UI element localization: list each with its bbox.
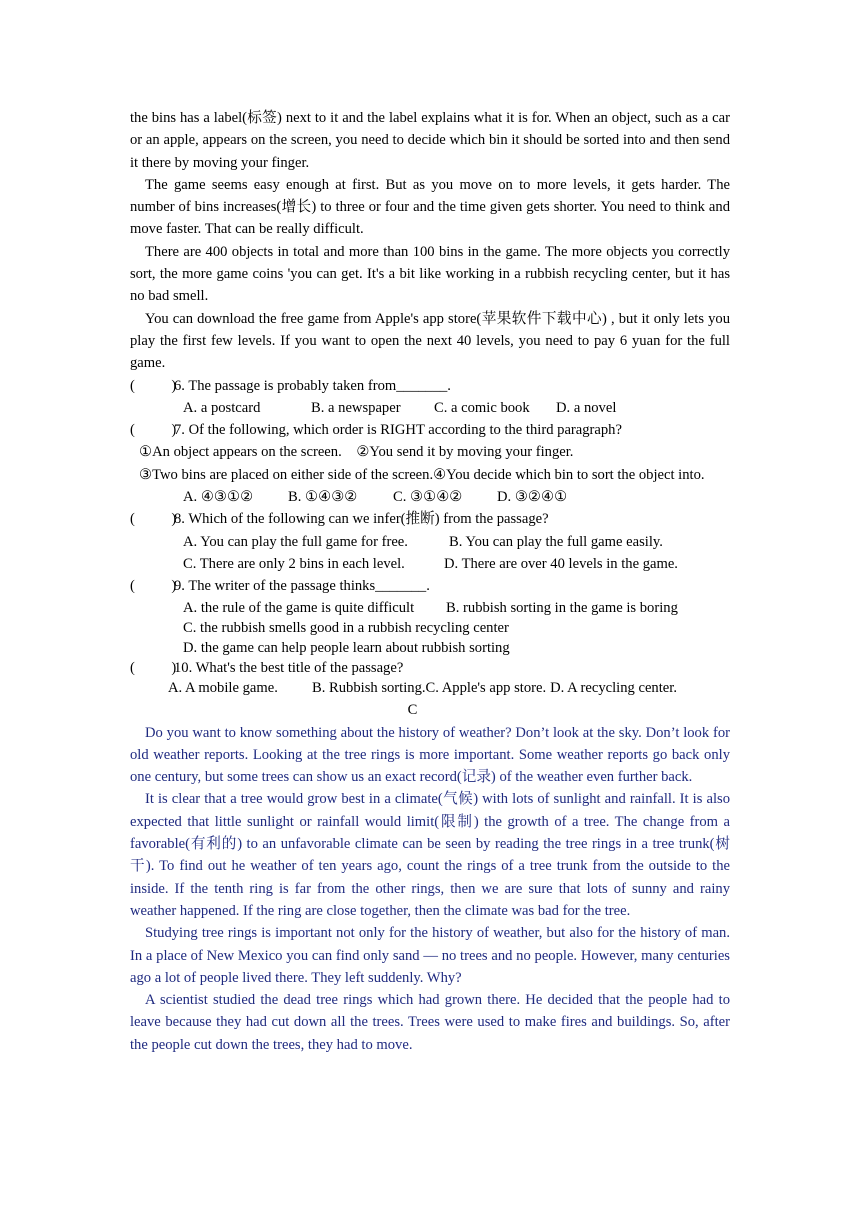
options-8 (130, 553, 730, 575)
option: B. a newspaper (311, 399, 401, 416)
option: B. Rubbish sorting. (312, 679, 426, 696)
option: A. a postcard (183, 399, 261, 416)
option: C. ③①④② (393, 489, 463, 506)
answer-blank[interactable]: ( ) (130, 511, 177, 528)
option: C. a comic book (434, 399, 530, 416)
question-stem: 9. The writer of the passage thinks_______. (174, 578, 430, 595)
option: B. rubbish sorting in the game is boring (446, 599, 678, 616)
question-10 (130, 658, 730, 678)
option: A. ④③①② (183, 489, 254, 506)
question-9 (130, 575, 730, 597)
section-heading: C (407, 701, 418, 718)
option: A. the rule of the game is quite difficult (183, 599, 415, 616)
options-9 (130, 638, 730, 658)
question-stem: 10. What's the best title of the passage? (174, 659, 404, 676)
answer-blank[interactable]: ( ) (130, 578, 177, 595)
passage-paragraph: There are 400 objects in total and more than 100 bins in the game. The more objects you correctly sort, the more game coins 'you can get. It's a bit like working in a rubbish recycling center, but it has no bad smell. (130, 243, 730, 305)
option: D. a novel (556, 399, 617, 416)
order-items: ①An object appears on the screen. ②You send it by moving your finger. (139, 444, 574, 461)
options-9 (130, 618, 730, 638)
question-stem: 7. Of the following, which order is RIGHT according to the third paragraph? (174, 422, 622, 439)
options-7 (130, 486, 730, 508)
passage-paragraph: The game seems easy enough at first. But as you move on to more levels, it gets harder. The number of bins increases(增长) to three or four and the time given gets shorter. You need to think and move faster. That can be really difficult. (130, 176, 730, 238)
worksheet-page (130, 107, 730, 1056)
option: C. Apple's app store. (425, 679, 547, 696)
passage-paragraph: It is clear that a tree would grow best in a climate(气候) with lots of sunlight and rainfall. It is also expected that little sunlight or rainfall would limit(限制) the growth of a tree. The change from a favorable(有利的) to an unfavorable climate can be seen by reading the tree rings in a tree trunk(树干). To find out he weather of ten years ago, count the rings of a tree trunk from the outside to the inside. If the tenth ring is far from the other rings, then we are sure that lots of sunny and rainy weather happened. If the ring are close together, then the climate was bad for the tree. (130, 791, 730, 919)
options-9 (130, 598, 730, 618)
option: D. A recycling center. (550, 679, 677, 696)
question-7 (130, 419, 730, 441)
option: C. There are only 2 bins in each level. (183, 555, 405, 572)
option: D. There are over 40 levels in the game. (444, 555, 678, 572)
question-8 (130, 508, 730, 530)
question-stem: 8. Which of the following can we infer(推断) from the passage? (174, 511, 549, 528)
question-stem: 6. The passage is probably taken from_______. (174, 377, 451, 394)
answer-blank[interactable]: ( ) (130, 377, 177, 394)
passage-paragraph: the bins has a label(标签) next to it and the label explains what it is for. When an object, such as a car or an apple, appears on the screen, you need to decide which bin it should be sorted into and then send it there by moving your finger. (130, 110, 730, 171)
options-8 (130, 531, 730, 553)
options-6 (130, 397, 730, 419)
options-10 (130, 678, 730, 698)
option: B. You can play the full game easily. (449, 533, 663, 550)
option: A. A mobile game. (168, 679, 278, 696)
answer-blank[interactable]: ( ) (130, 659, 177, 676)
option: B. ①④③② (288, 489, 358, 506)
option: C. the rubbish smells good in a rubbish recycling center (183, 619, 509, 636)
option: A. You can play the full game for free. (183, 533, 408, 550)
passage-paragraph: A scientist studied the dead tree rings which had grown there. He decided that the people had to leave because they had cut down all the trees. Trees were used to make fires and buildings. So, after the people cut down the trees, they had to move. (130, 992, 730, 1053)
answer-blank[interactable]: ( ) (130, 422, 177, 439)
order-items: ③Two bins are placed on either side of the screen.④You decide which bin to sort the object into. (139, 466, 705, 483)
passage-paragraph: Do you want to know something about the history of weather? Don’t look at the sky. Don’t look for old weather reports. Looking at the tree rings is more important. Some weather reports go back only one century, but some trees can show us an exact record(记录) of the weather even further back. (130, 724, 730, 786)
passage-paragraph: You can download the free game from Apple's app store(苹果软件下载中心) , but it only lets you play the first few levels. If you want to open the next 40 levels, you need to pay 6 yuan for the full game. (130, 310, 730, 372)
option: D. ③②④① (497, 489, 568, 506)
option: D. the game can help people learn about rubbish sorting (183, 639, 510, 656)
question-6 (130, 375, 730, 397)
passage-paragraph: Studying tree rings is important not only for the history of weather, but also for the history of man. In a place of New Mexico you can find only sand — no trees and no people. However, many centuries ago a lot of people lived there. They left suddenly. Why? (130, 925, 730, 986)
